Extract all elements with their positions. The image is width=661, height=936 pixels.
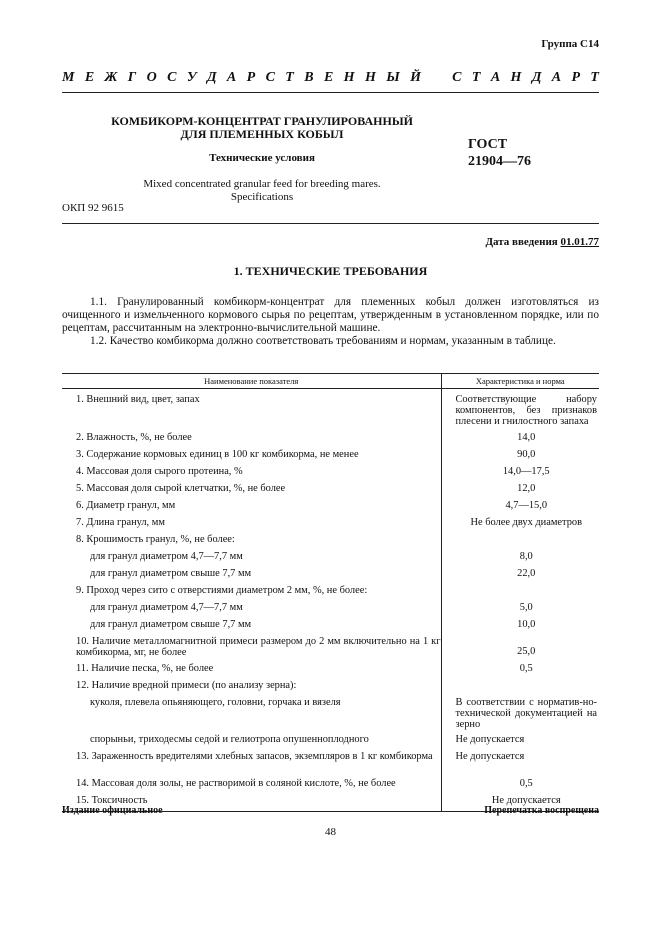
table-row [62,389,599,432]
row-name: 15. Токсичность [62,795,441,812]
english-line: Specifications [230,191,294,203]
row-name: спорыньи, триходесмы седой и гелиотропа опушенноплодного [62,734,441,751]
banner-letter: А [490,70,501,85]
banner-letter: Е [84,70,95,85]
banner-letter: Д [531,70,542,85]
banner-letter: Т [285,70,294,85]
row-value: Не допускается [491,794,561,806]
date-label: Дата введения [485,236,558,248]
row-name: 10. Наличие металломагнитной примеси размером до 2 мм включительно на 1 кг комбикорма, мг, не более [62,636,441,663]
row-value: Не допускается [455,750,525,762]
reprint-prohibited-label: Перепечатка воспрещена [484,805,599,816]
table-row [62,697,599,734]
table-row [62,483,599,500]
row-value: 22,0 [517,567,536,579]
gost-designation [468,136,531,170]
row-name: 1. Внешний вид, цвет, запах [62,389,441,432]
group-code: Группа С14 [541,38,599,50]
row-value: 5,0 [519,601,533,613]
title-line: ДЛЯ ПЛЕМЕННЫХ КОБЫЛ [180,127,344,141]
banner-letter: Н [510,70,522,85]
row-name: 6. Диаметр гранул, мм [62,500,441,517]
row-value [441,680,599,697]
row-value [441,585,599,602]
row-name: 3. Содержание кормовых единиц в 100 кг комбикорма, не менее [62,449,441,466]
banner-letter: С [167,70,177,85]
row-name: для гранул диаметром свыше 7,7 мм [62,619,441,636]
okp-code: ОКП 92 9615 [62,202,124,214]
banner-letter: Т [471,70,481,85]
table-row [62,602,599,619]
row-name: куколя, плевела опьяняющего, головни, горчака и вязеля [62,697,441,734]
table-header-row [62,374,599,389]
banner-letter: Ы [386,70,400,85]
row-value: 0,5 [519,662,533,674]
table-row [62,778,599,795]
banner-letter: Г [127,70,137,85]
banner-letter: Р [246,70,256,85]
table-row [62,500,599,517]
banner-letter: Н [343,70,355,85]
table-row [62,585,599,602]
banner-letter: О [146,70,157,85]
row-value: Не допускается [455,733,525,745]
row-name: для гранул диаметром 4,7—7,7 мм [62,551,441,568]
row-value: 90,0 [517,448,536,460]
row-value [441,534,599,551]
page-number: 48 [325,826,336,838]
table-row [62,568,599,585]
row-name: 7. Длина гранул, мм [62,517,441,534]
row-name: для гранул диаметром 4,7—7,7 мм [62,602,441,619]
banner-letter: А [551,70,562,85]
row-name: 9. Проход через сито с отверстиями диаметром 2 мм, %, не более: [62,585,441,602]
row-value: Не более двух диаметров [470,516,582,528]
document-subtitle: Технические условия [209,152,315,164]
table-row [62,534,599,551]
row-name: 11. Наличие песка, %, не более [62,663,441,680]
row-name: 4. Массовая доля сырого протеина, % [62,466,441,483]
column-header-value: Характеристика и норма [441,374,599,389]
row-name: 2. Влажность, %, не более [62,432,441,449]
table-row [62,751,599,778]
banner-letter: В [304,70,314,85]
row-name: 13. Зараженность вредителями хлебных запасов, экземпляров в 1 кг комбикорма [62,751,441,778]
banner-letter: М [62,70,75,85]
row-value: 0,5 [519,777,533,789]
paragraph-1-2: 1.2. Качество комбикорма должно соответствовать требованиям и нормам, указанным в таблице. [90,335,556,347]
table-row [62,466,599,483]
banner-letter: Й [410,70,422,85]
title-line: КОМБИКОРМ-КОНЦЕНТРАТ ГРАНУЛИРОВАННЫЙ [111,114,413,128]
english-line: Mixed concentrated granular feed for breeding mares. [143,178,381,190]
banner-letter: С [265,70,275,85]
table-row [62,680,599,697]
column-header-name: Наименование показателя [62,374,441,389]
banner-letter: Ж [104,70,118,85]
banner-letter: Р [571,70,581,85]
banner-letter: Т [590,70,599,85]
row-value: 14,0—17,5 [502,465,550,477]
row-value: 8,0 [519,550,533,562]
banner-rule [62,92,599,93]
row-value: 10,0 [517,618,536,630]
banner-letter: Е [323,70,334,85]
table-row [62,432,599,449]
table-row [62,449,599,466]
section-title: 1. ТЕХНИЧЕСКИЕ ТРЕБОВАНИЯ [233,264,428,278]
gost-number: 21904—76 [468,154,531,169]
official-edition-label: Издание официальное [62,805,163,816]
header-rule [62,223,599,224]
row-value: 25,0 [517,645,536,657]
gost-label: ГОСТ [468,137,508,152]
date-value: 01.01.77 [560,236,599,248]
row-name: 8. Крошимость гранул, %, не более: [62,534,441,551]
document-title [62,115,462,141]
table-row [62,517,599,534]
row-name: 5. Массовая доля сырой клетчатки, %, не более [62,483,441,500]
banner-letter: У [186,70,197,85]
english-title [62,178,462,204]
table-row [62,551,599,568]
requirements-table [62,373,599,812]
standard-banner [62,70,599,86]
row-value: В соответствии с норматив-но-технической документацией на зерно [455,696,597,730]
table-row [62,734,599,751]
banner-letter: Д [206,70,217,85]
paragraph-1-1: 1.1. Гранулированный комбикорм-концентрат для племенных кобыл должен изготовляться из очищенного и измельченного кормового сырья по рецептам, утвержденным в установленном порядке, или по рецептам, рассчитанным на электронно-вычислительной машине. [62,296,599,334]
row-value: Соответствующие набору компонентов, без признаков плесени и гнилостного запаха [455,394,597,427]
row-value: 4,7—15,0 [505,499,548,511]
row-value: 12,0 [517,482,536,494]
row-name: 12. Наличие вредной примеси (по анализу зерна): [62,680,441,697]
table-row [62,619,599,636]
row-name: 14. Массовая доля золы, не растворимой в соляной кислоте, %, не более [62,778,441,795]
banner-letter: С [452,70,462,85]
introduction-date [485,236,599,248]
row-name: для гранул диаметром свыше 7,7 мм [62,568,441,585]
table-row [62,636,599,663]
banner-letter: Н [364,70,376,85]
banner-letter: А [226,70,237,85]
table-row [62,663,599,680]
row-value: 14,0 [517,431,536,443]
